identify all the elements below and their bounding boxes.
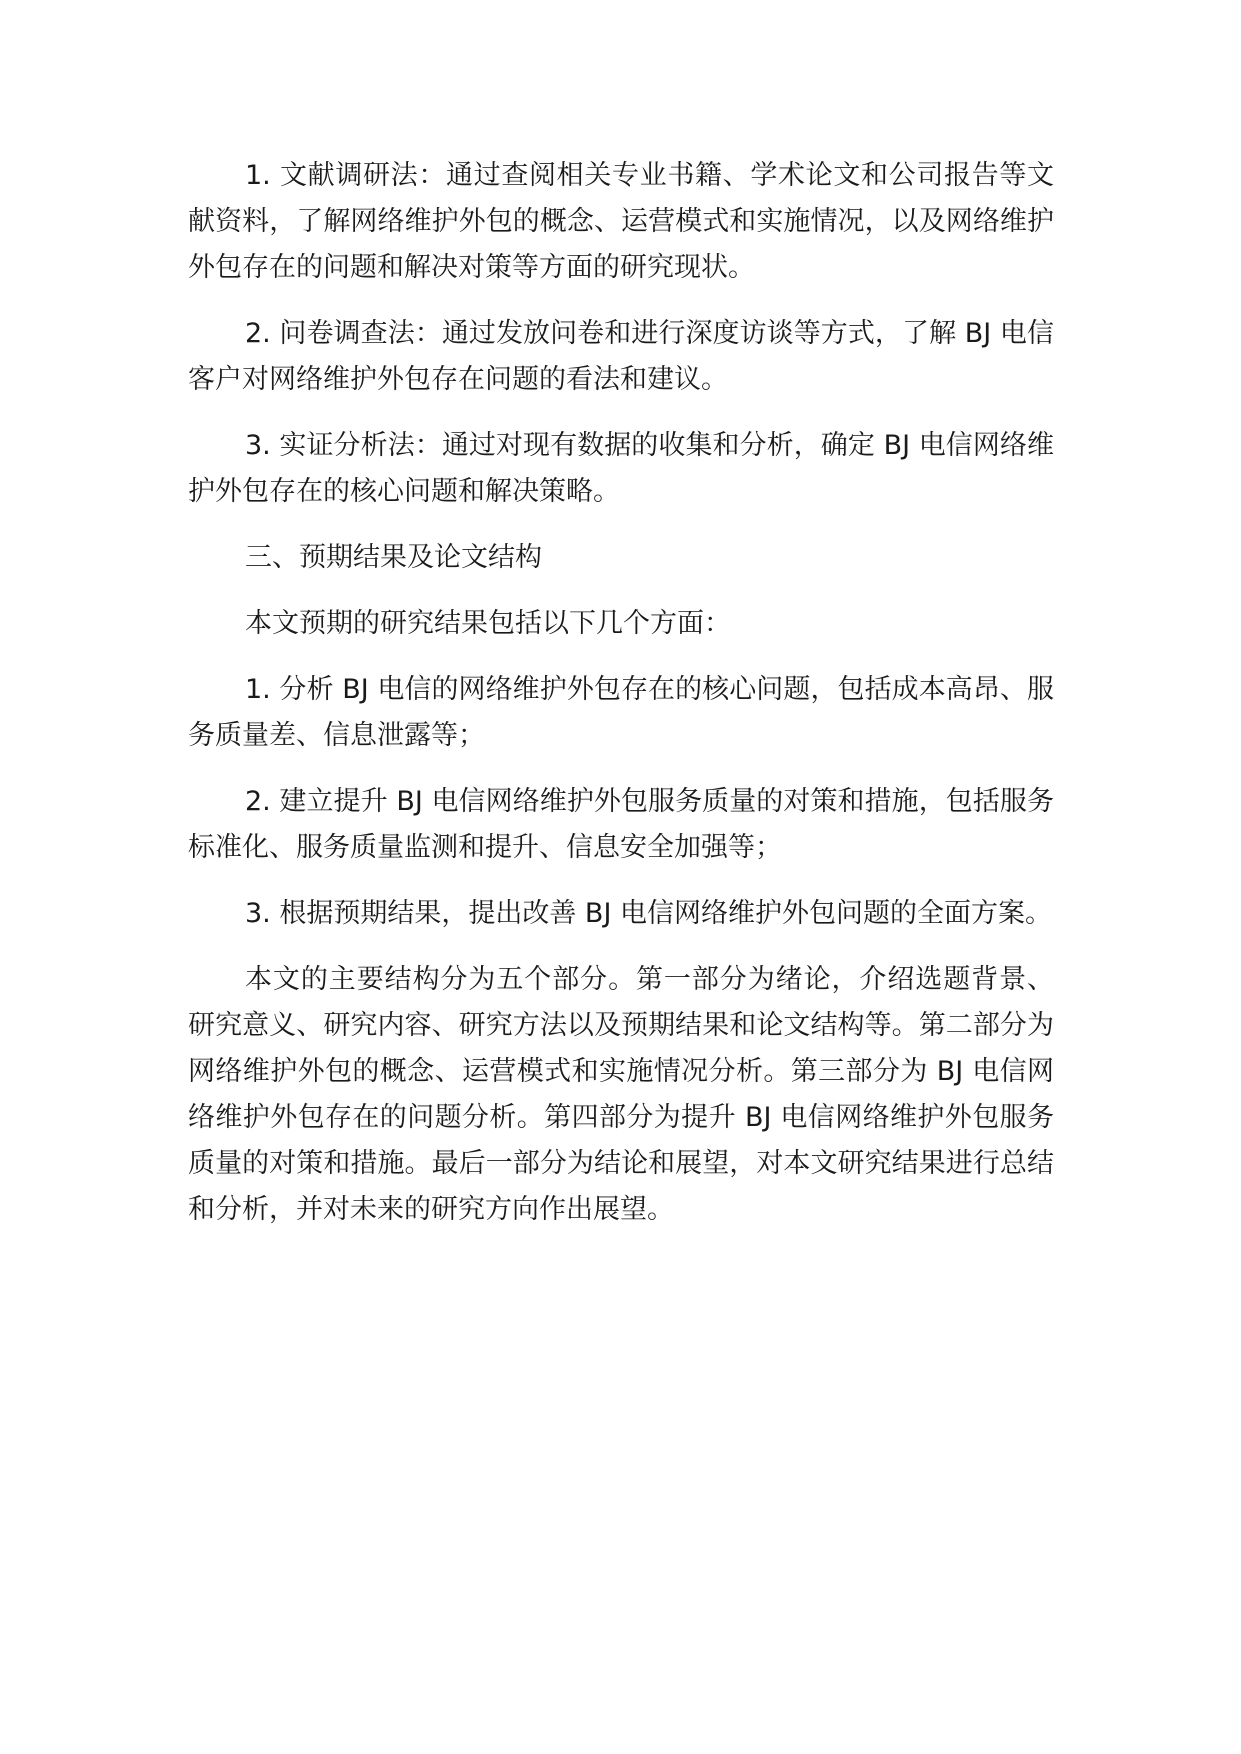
expected-result-item-2: 2. 建立提升 BJ 电信网络维护外包服务质量的对策和措施，包括服务标准化、服务质量监测和提升、信息安全加强等； [188,786,1054,863]
method-empirical-paragraph: 3. 实证分析法：通过对现有数据的收集和分析，确定 BJ 电信网络维护外包存在的核心问题和解决策略。 [188,430,1054,507]
expected-result-item-3: 3. 根据预期结果，提出改善 BJ 电信网络维护外包问题的全面方案。 [245,898,1052,929]
document-body [188,153,1054,1253]
section-heading: 三、预期结果及论文结构 [245,542,542,573]
expected-results-intro: 本文预期的研究结果包括以下几个方面： [245,608,731,639]
structure-paragraph: 本文的主要结构分为五个部分。第一部分为绪论，介绍选题背景、研究意义、研究内容、研究方法以及预期结果和论文结构等。第二部分为网络维护外包的概念、运营模式和实施情况分析。第三部分为 BJ 电信网络维护外包存在的问题分析。第四部分为提升 BJ 电信网络维护外包服务质量的对策和措施。最后一部分为结论和展望，对本文研究结果进行总结和分析，并对未来的研究方向作出展望。 [188,964,1054,1225]
method-literature-paragraph: 1. 文献调研法：通过查阅相关专业书籍、学术论文和公司报告等文献资料，了解网络维护外包的概念、运营模式和实施情况，以及网络维护外包存在的问题和解决对策等方面的研究现状。 [188,160,1054,283]
expected-result-item-1: 1. 分析 BJ 电信的网络维护外包存在的核心问题，包括成本高昂、服务质量差、信息泄露等； [188,674,1054,751]
method-survey-paragraph: 2. 问卷调查法：通过发放问卷和进行深度访谈等方式，了解 BJ 电信客户对网络维护外包存在问题的看法和建议。 [188,318,1054,395]
